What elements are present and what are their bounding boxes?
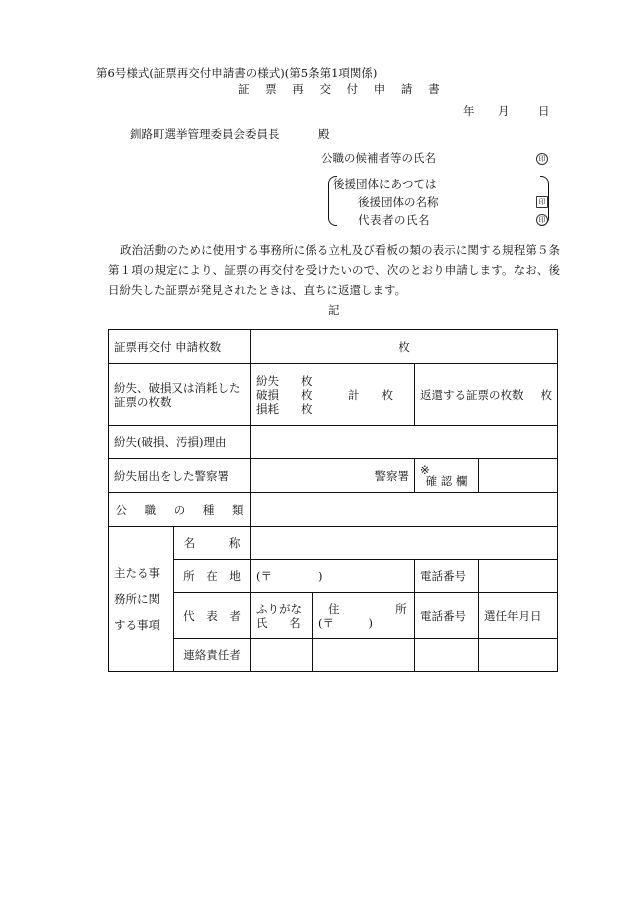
office-phone-label: 電話番号	[415, 560, 479, 593]
group-label-line: 務所に関	[114, 592, 160, 606]
candidate-name-label: 公職の候補者等の氏名	[321, 151, 436, 165]
table-row	[109, 527, 558, 560]
office-name-cell[interactable]	[251, 527, 558, 560]
office-phone-cell[interactable]	[479, 560, 558, 593]
representative-name-label: 代表者の氏名	[358, 213, 430, 227]
date-day: 日	[538, 104, 550, 118]
unit-label: 枚	[301, 401, 313, 416]
ki-heading: 記	[328, 303, 340, 317]
support-group-note: 後援団体にあつては	[333, 177, 437, 191]
representative-label: 代 表 者	[174, 593, 251, 639]
office-address-cell[interactable]	[251, 560, 415, 593]
representative-phone-label: 電話番号	[415, 593, 479, 639]
office-address-label: 所 在 地	[174, 560, 251, 593]
table-row	[109, 493, 558, 527]
confirmation-text: 確 認 欄	[425, 473, 468, 488]
unit-label: 枚	[540, 387, 552, 402]
application-table	[108, 329, 558, 672]
loss-reason-label: 紛失(破損、汚損)理由	[109, 426, 251, 459]
name-label: 氏 名	[256, 615, 301, 630]
unit-label: 枚	[301, 387, 313, 402]
table-row	[109, 593, 558, 639]
loss-reason-cell[interactable]	[251, 426, 558, 459]
confirmation-cell[interactable]	[479, 459, 558, 493]
reissue-count-cell[interactable]	[251, 330, 558, 364]
appointment-date-label: 選任年月日	[479, 593, 558, 639]
contact-address-cell[interactable]	[313, 639, 415, 672]
office-type-label: 公 職 の 種 類	[109, 493, 251, 527]
table-row	[109, 330, 558, 364]
seal-mark: 印	[536, 196, 548, 208]
group-label-line: する事項	[114, 618, 160, 632]
form-number: 第6号様式(証票再交付申請書の様式)(第5条第1項関係)	[96, 66, 378, 80]
seal-mark: 印	[536, 214, 548, 226]
contact-date-cell[interactable]	[479, 639, 558, 672]
representative-name-cell[interactable]	[251, 593, 313, 639]
unit-label: 枚	[301, 373, 313, 388]
contact-person-label: 連絡責任者	[174, 639, 251, 672]
date-year: 年	[463, 104, 475, 118]
date-month: 月	[498, 104, 510, 118]
contact-phone-cell[interactable]	[415, 639, 479, 672]
reissue-count-label: 証票再交付 申請枚数	[109, 330, 251, 364]
contact-name-cell[interactable]	[251, 639, 313, 672]
table-row	[109, 426, 558, 459]
confirmation-label	[415, 459, 479, 493]
asterisk-mark: ※	[420, 462, 430, 477]
furigana-label: ふりがな	[256, 601, 302, 616]
return-count-cell[interactable]	[415, 364, 558, 426]
return-count-label: 返還する証票の枚数	[420, 387, 524, 402]
addressee-honorific: 殿	[318, 127, 330, 141]
police-station-cell[interactable]	[251, 459, 415, 493]
lost-count-label: 紛失、破損又は消耗した証票の枚数	[109, 364, 251, 426]
table-row	[109, 639, 558, 672]
lost-count-cell[interactable]	[251, 364, 415, 426]
seal-mark: 印	[536, 153, 548, 165]
postal-code-marker: (〒 )	[256, 569, 323, 583]
postal-code-marker: (〒 )	[318, 615, 373, 630]
total-label: 計	[348, 387, 360, 402]
office-name-label: 名 称	[174, 527, 251, 560]
document-title: 証 票 再 交 付 申 請 書	[238, 82, 446, 96]
office-type-cell[interactable]	[251, 493, 558, 527]
group-label-line: 主たる事	[114, 566, 160, 580]
police-report-label: 紛失届出をした警察署	[109, 459, 251, 493]
damaged-label: 破損	[256, 387, 279, 402]
unit-label: 枚	[381, 387, 393, 402]
representative-address-cell[interactable]	[313, 593, 415, 639]
addressee-name: 釧路町選挙管理委員会委員長	[130, 127, 280, 141]
table-row	[109, 364, 558, 426]
table-row	[109, 560, 558, 593]
police-station-suffix: 警察署	[374, 468, 409, 483]
table-row	[109, 459, 558, 493]
worn-label: 損耗	[256, 401, 279, 416]
group-name-label: 後援団体の名称	[358, 195, 439, 209]
main-office-group-label	[109, 527, 174, 672]
unit-label: 枚	[398, 339, 410, 354]
lost-label: 紛失	[256, 373, 279, 388]
address-label: 住 所	[328, 601, 407, 616]
body-paragraph: 政治活動のために使用する事務所に係る立札及び看板の類の表示に関する規程第５条第１項の規定により、証票の再交付を受けたいので、次のとおり申請します。なお、後日紛失した証票が発見されたときは、直ちに返還します。	[108, 243, 560, 297]
